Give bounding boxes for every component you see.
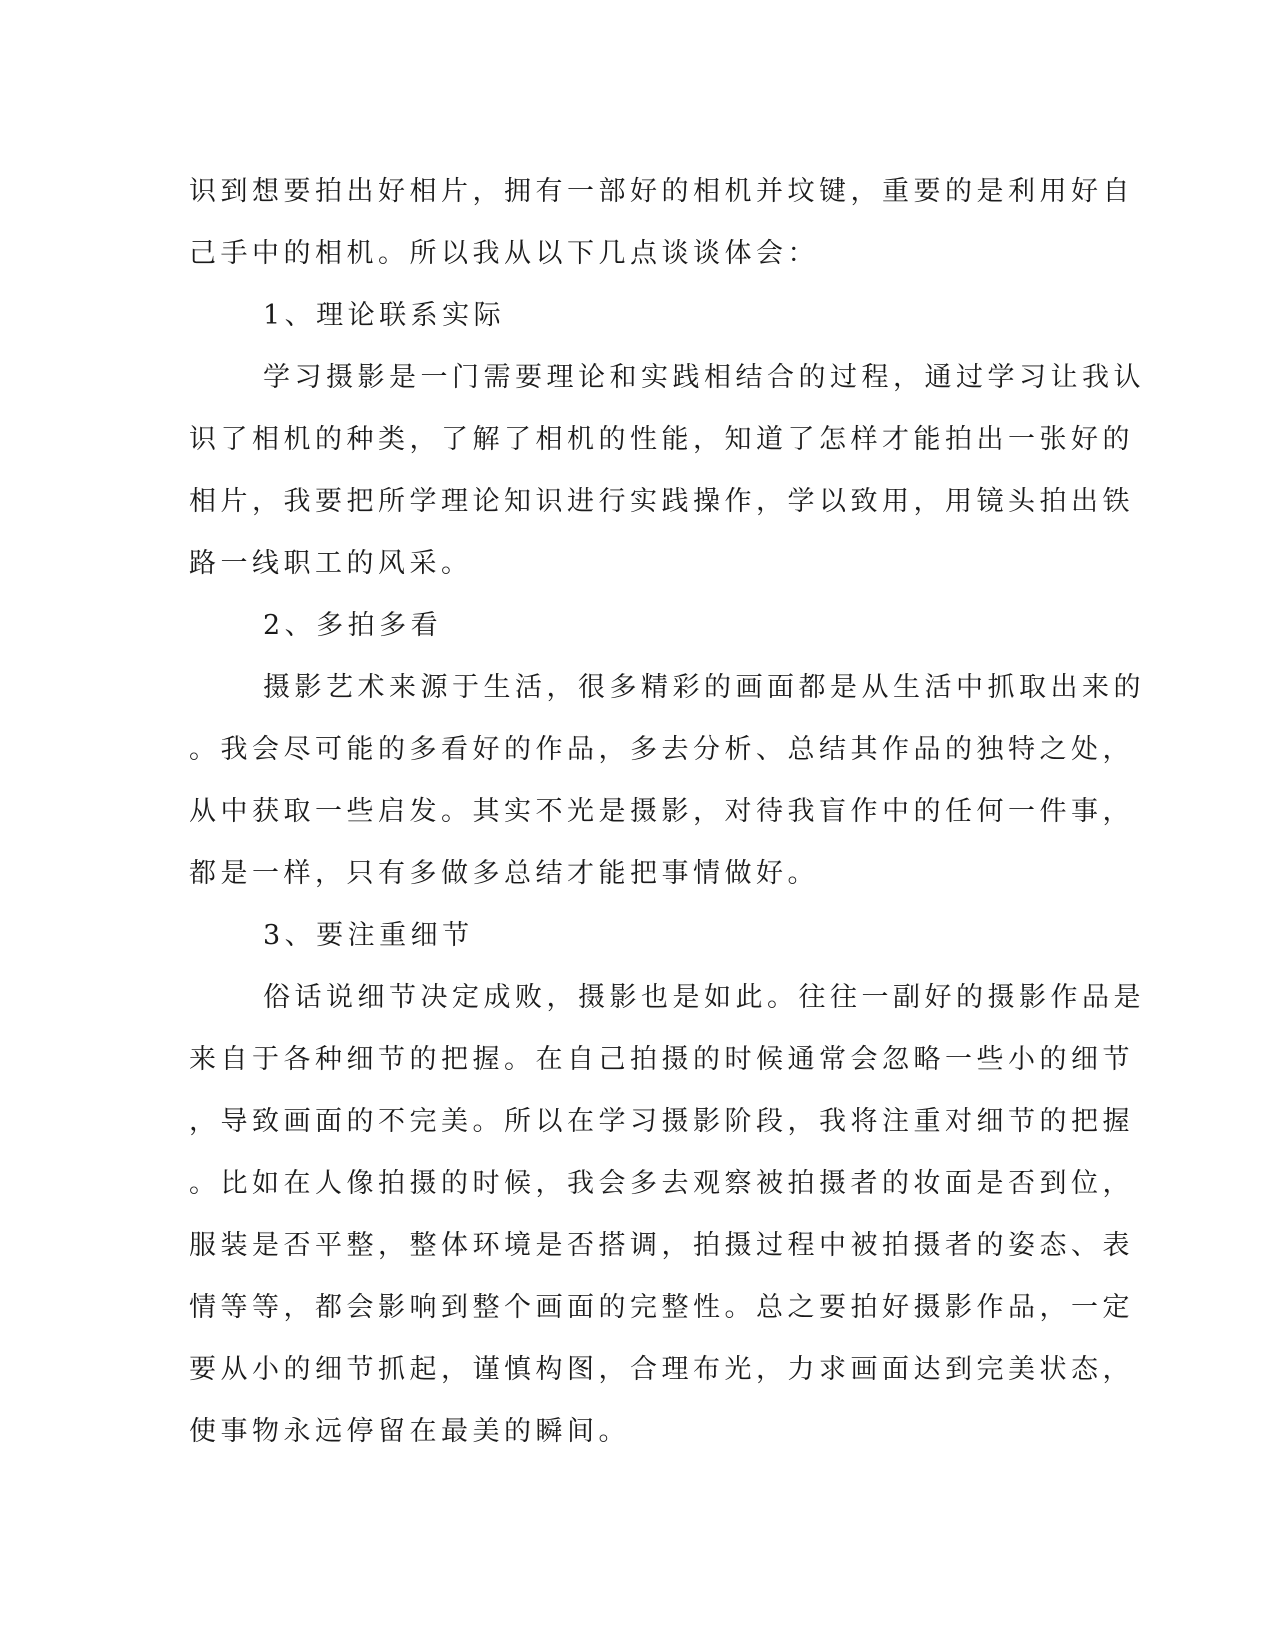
- heading-line: 1、理论联系实际: [263, 300, 506, 331]
- text-line: ，导致画面的不完美。所以在学习摄影阶段，我将注重对细节的把握: [189, 1106, 1134, 1137]
- text-line: 都是一样，只有多做多总结才能把事情做好。: [189, 858, 819, 889]
- paragraph-intro: [189, 161, 1134, 285]
- section-heading-3: [189, 905, 1089, 967]
- paragraph-1: [189, 347, 1145, 595]
- text-line: 使事物永远停留在最美的瞬间。: [189, 1416, 630, 1447]
- text-line: 相片，我要把所学理论知识进行实践操作，学以致用，用镜头拍出铁: [189, 486, 1134, 517]
- text-line: 从中获取一些启发。其实不光是摄影，对待我盲作中的任何一件事，: [189, 796, 1134, 827]
- text-line: 己手中的相机。所以我从以下几点谈谈体会：: [189, 238, 819, 269]
- text-line: 情等等，都会影响到整个画面的完整性。总之要拍好摄影作品，一定: [189, 1292, 1134, 1323]
- document-body: [189, 161, 1145, 1463]
- heading-line: 3、要注重细节: [263, 920, 474, 951]
- text-line: 来自于各种细节的把握。在自己拍摄的时候通常会忽略一些小的细节: [189, 1044, 1134, 1075]
- text-line: 识到想要拍出好相片，拥有一部好的相机并坟键，重要的是利用好自: [189, 176, 1134, 207]
- section-heading-1: [189, 285, 1089, 347]
- section-heading-2: [189, 595, 1089, 657]
- paragraph-2: [189, 657, 1145, 905]
- text-line: 。比如在人像拍摄的时候，我会多去观察被拍摄者的妆面是否到位，: [189, 1168, 1134, 1199]
- text-line: 学习摄影是一门需要理论和实践相结合的过程，通过学习让我认: [263, 362, 1145, 393]
- text-line: 摄影艺术来源于生活，很多精彩的画面都是从生活中抓取出来的: [263, 672, 1145, 703]
- text-line: 。我会尽可能的多看好的作品，多去分析、总结其作品的独特之处，: [189, 734, 1134, 765]
- heading-line: 2、多拍多看: [263, 610, 443, 641]
- text-line: 路一线职工的风采。: [189, 548, 473, 579]
- paragraph-3: [189, 967, 1145, 1463]
- text-line: 俗话说细节决定成败，摄影也是如此。往往一副好的摄影作品是: [263, 982, 1145, 1013]
- text-line: 识了相机的种类，了解了相机的性能，知道了怎样才能拍出一张好的: [189, 424, 1134, 455]
- text-line: 服装是否平整，整体环境是否搭调，拍摄过程中被拍摄者的姿态、表: [189, 1230, 1134, 1261]
- text-line: 要从小的细节抓起，谨慎构图，合理布光，力求画面达到完美状态，: [189, 1354, 1134, 1385]
